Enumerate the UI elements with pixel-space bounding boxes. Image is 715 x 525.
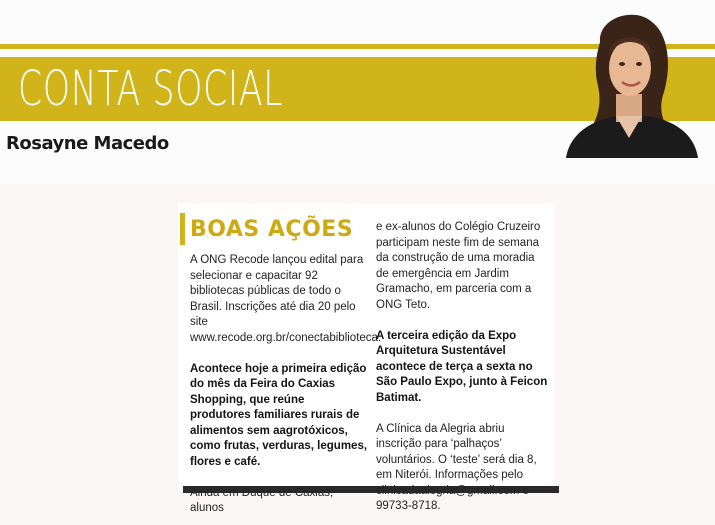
author-name: Rosayne Macedo <box>6 133 169 154</box>
paragraph: e ex-alunos do Colégio Cruzeiro participam neste fim de semana da construção de uma moradia de emergência em Jardim Gramacho, em parceria com a ONG Teto. <box>376 221 541 311</box>
column-title: CONTA SOCIAL <box>18 61 284 117</box>
right-column <box>376 220 548 515</box>
paragraph: Ainda em Duque de Caxias, alunos <box>190 486 334 514</box>
box-title-accent <box>180 213 185 245</box>
author-photo <box>556 12 706 158</box>
left-column <box>190 253 382 517</box>
paragraph: A Clínica da Alegria abriu inscrição para ‘palhaços’ voluntários. O ‘teste’ será dia 8, em Niterói. Informações pelo clinicadaalegria@gmail.com e 99733-8718. <box>376 422 537 512</box>
paragraph: Acontece hoje a primeira edição do mês da Feira do Caxias Shopping, que reúne produtores familiares rurais de alimentos sem aagrotóxicos, como frutas, verduras, legumes, flores e café. <box>190 362 368 468</box>
box-title: BOAS AÇÕES <box>190 217 354 242</box>
paragraph: A terceira edição da Expo Arquitetura Sustentável acontece de terça a sexta no São Paulo Expo, junto à Feicon Batimat. <box>376 329 548 404</box>
paragraph: A ONG Recode lançou edital para selecionar e capacitar 92 bibliotecas públicas de todo o Brasil. Inscrições até dia 20 pelo site www.recode.org.br/conectabiblioteca. <box>190 254 382 344</box>
